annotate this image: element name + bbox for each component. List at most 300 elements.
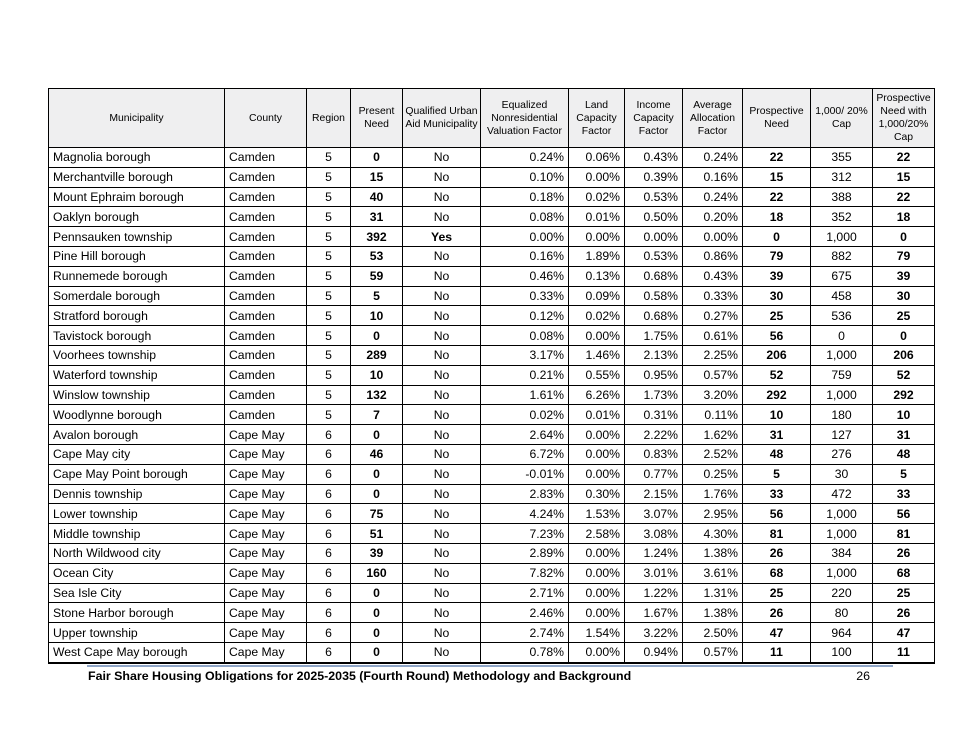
table-cell: 3.20%: [683, 385, 743, 405]
table-row: [49, 444, 935, 464]
table-cell: 458: [811, 286, 873, 306]
table-cell: 2.64%: [481, 425, 569, 445]
table-cell: Tavistock borough: [49, 326, 225, 346]
table-cell: 0.86%: [683, 246, 743, 266]
table-row: [49, 563, 935, 583]
table-cell: 4.24%: [481, 504, 569, 524]
table-row: [49, 583, 935, 603]
table-cell: Merchantville borough: [49, 167, 225, 187]
table-cell: 0.31%: [625, 405, 683, 425]
table-cell: 6: [307, 583, 351, 603]
table-row: [49, 504, 935, 524]
table-cell: 11: [743, 642, 811, 662]
table-cell: 0.53%: [625, 187, 683, 207]
table-cell: 26: [743, 603, 811, 623]
table-cell: 3.22%: [625, 623, 683, 643]
table-cell: No: [403, 246, 481, 266]
table-cell: 3.07%: [625, 504, 683, 524]
table-cell: 1.76%: [683, 484, 743, 504]
table-cell: 0.16%: [481, 246, 569, 266]
table-cell: 0: [811, 326, 873, 346]
table-cell: 52: [743, 365, 811, 385]
column-header: Qualified Urban Aid Municipality: [403, 89, 481, 148]
table-cell: 0.06%: [569, 148, 625, 168]
table-cell: 56: [743, 326, 811, 346]
table-cell: 1,000: [811, 504, 873, 524]
table-cell: 6: [307, 464, 351, 484]
table-cell: Camden: [225, 148, 307, 168]
table-cell: 1,000: [811, 345, 873, 365]
table-cell: 6: [307, 642, 351, 662]
table-cell: 1.38%: [683, 543, 743, 563]
column-header: Region: [307, 89, 351, 148]
table-cell: 0.53%: [625, 246, 683, 266]
table-cell: 0.00%: [569, 603, 625, 623]
table-cell: No: [403, 167, 481, 187]
table-cell: No: [403, 484, 481, 504]
table-cell: 0.25%: [683, 464, 743, 484]
table-cell: 6: [307, 623, 351, 643]
table-cell: Cape May: [225, 524, 307, 544]
table-cell: 2.83%: [481, 484, 569, 504]
table-cell: 26: [873, 543, 935, 563]
table-cell: 5: [307, 306, 351, 326]
table-cell: 0.50%: [625, 207, 683, 227]
table-cell: 10: [873, 405, 935, 425]
table-cell: Cape May: [225, 464, 307, 484]
table-cell: 0.18%: [481, 187, 569, 207]
table-cell: 0: [351, 642, 403, 662]
column-header: Average Allocation Factor: [683, 89, 743, 148]
table-cell: 0.39%: [625, 167, 683, 187]
table-cell: 1.67%: [625, 603, 683, 623]
table-cell: 292: [743, 385, 811, 405]
table-cell: 289: [351, 345, 403, 365]
table-cell: 388: [811, 187, 873, 207]
table-cell: 1.22%: [625, 583, 683, 603]
table-row: [49, 405, 935, 425]
table-cell: 675: [811, 266, 873, 286]
table-cell: No: [403, 187, 481, 207]
table-cell: 79: [743, 246, 811, 266]
table-cell: 7: [351, 405, 403, 425]
table-cell: 0: [351, 425, 403, 445]
table-cell: 5: [307, 148, 351, 168]
table-cell: 56: [873, 504, 935, 524]
table-cell: 0.46%: [481, 266, 569, 286]
table-cell: Cape May: [225, 444, 307, 464]
table-cell: Oaklyn borough: [49, 207, 225, 227]
table-cell: 2.52%: [683, 444, 743, 464]
table-cell: 81: [743, 524, 811, 544]
table-cell: 0.01%: [569, 405, 625, 425]
table-cell: 355: [811, 148, 873, 168]
table-cell: 15: [351, 167, 403, 187]
column-header: 1,000/ 20% Cap: [811, 89, 873, 148]
table-cell: No: [403, 207, 481, 227]
table-cell: 0.13%: [569, 266, 625, 286]
table-cell: 79: [873, 246, 935, 266]
table-cell: 22: [873, 148, 935, 168]
table-row: [49, 484, 935, 504]
table-cell: 2.89%: [481, 543, 569, 563]
table-cell: 0: [351, 326, 403, 346]
table-cell: Cape May: [225, 583, 307, 603]
table-cell: 0: [873, 326, 935, 346]
table-cell: 0.16%: [683, 167, 743, 187]
column-header: Prospective Need: [743, 89, 811, 148]
table-cell: 48: [743, 444, 811, 464]
table-cell: 6.26%: [569, 385, 625, 405]
table-cell: Sea Isle City: [49, 583, 225, 603]
table-cell: 0: [351, 603, 403, 623]
table-cell: 5: [307, 345, 351, 365]
table-cell: 0.58%: [625, 286, 683, 306]
table-row: [49, 365, 935, 385]
column-header: Land Capacity Factor: [569, 89, 625, 148]
table-cell: No: [403, 623, 481, 643]
table-cell: 312: [811, 167, 873, 187]
table-cell: Yes: [403, 227, 481, 247]
table-cell: Cape May: [225, 603, 307, 623]
table-cell: Camden: [225, 167, 307, 187]
table-cell: 25: [743, 306, 811, 326]
table-cell: 6: [307, 484, 351, 504]
table-cell: Ocean City: [49, 563, 225, 583]
table-cell: 0.55%: [569, 365, 625, 385]
table-cell: 2.95%: [683, 504, 743, 524]
table-cell: 292: [873, 385, 935, 405]
table-cell: Cape May: [225, 504, 307, 524]
table-cell: Camden: [225, 207, 307, 227]
table-cell: 25: [743, 583, 811, 603]
table-cell: 53: [351, 246, 403, 266]
table-cell: 51: [351, 524, 403, 544]
page-number: 26: [856, 669, 870, 683]
table-cell: 1.53%: [569, 504, 625, 524]
table-cell: No: [403, 286, 481, 306]
table-cell: 0.10%: [481, 167, 569, 187]
footer-title: Fair Share Housing Obligations for 2025-2035 (Fourth Round) Methodology and Background: [88, 669, 632, 683]
table-cell: 0.24%: [683, 148, 743, 168]
table-cell: 0.12%: [481, 306, 569, 326]
column-header: Municipality: [49, 89, 225, 148]
table-cell: 5: [307, 286, 351, 306]
table-cell: 22: [743, 187, 811, 207]
table-cell: 0.43%: [683, 266, 743, 286]
table-row: [49, 425, 935, 445]
table-cell: 5: [307, 246, 351, 266]
table-cell: 5: [307, 227, 351, 247]
table-cell: 0.00%: [569, 326, 625, 346]
table-cell: 0.00%: [569, 167, 625, 187]
table-cell: 0: [351, 583, 403, 603]
table-cell: 31: [743, 425, 811, 445]
table-cell: 33: [873, 484, 935, 504]
table-cell: 33: [743, 484, 811, 504]
table-row: [49, 266, 935, 286]
table-row: [49, 306, 935, 326]
table-cell: Waterford township: [49, 365, 225, 385]
table-cell: 0: [351, 623, 403, 643]
table-cell: 40: [351, 187, 403, 207]
table-cell: 0.24%: [481, 148, 569, 168]
table-cell: 0.33%: [683, 286, 743, 306]
table-cell: 80: [811, 603, 873, 623]
table-cell: 6: [307, 603, 351, 623]
table-cell: 206: [743, 345, 811, 365]
table-cell: 0.00%: [569, 543, 625, 563]
table-cell: 1.61%: [481, 385, 569, 405]
table-cell: -0.01%: [481, 464, 569, 484]
table-cell: 1.31%: [683, 583, 743, 603]
table-cell: Camden: [225, 266, 307, 286]
table-cell: 0.24%: [683, 187, 743, 207]
table-cell: 206: [873, 345, 935, 365]
table-cell: No: [403, 326, 481, 346]
table-cell: 0.21%: [481, 365, 569, 385]
table-cell: 0.33%: [481, 286, 569, 306]
table-cell: 1,000: [811, 227, 873, 247]
table-cell: Cape May: [225, 425, 307, 445]
table-cell: 47: [743, 623, 811, 643]
table-cell: 882: [811, 246, 873, 266]
table-cell: 6.72%: [481, 444, 569, 464]
table-cell: 220: [811, 583, 873, 603]
column-header: County: [225, 89, 307, 148]
table-cell: No: [403, 306, 481, 326]
table-cell: Middle township: [49, 524, 225, 544]
table-cell: Camden: [225, 286, 307, 306]
table-cell: 0.27%: [683, 306, 743, 326]
table-cell: Cape May: [225, 543, 307, 563]
table-cell: 30: [743, 286, 811, 306]
table-cell: Stone Harbor borough: [49, 603, 225, 623]
table-cell: North Wildwood city: [49, 543, 225, 563]
table-cell: No: [403, 583, 481, 603]
table-cell: 31: [873, 425, 935, 445]
table-cell: 1.73%: [625, 385, 683, 405]
table-cell: 0.00%: [683, 227, 743, 247]
table-cell: 25: [873, 583, 935, 603]
table-row: [49, 227, 935, 247]
table-cell: 132: [351, 385, 403, 405]
table-cell: 75: [351, 504, 403, 524]
table-cell: 536: [811, 306, 873, 326]
table-cell: 5: [307, 326, 351, 346]
table-cell: No: [403, 642, 481, 662]
table-cell: No: [403, 464, 481, 484]
table-cell: Woodlynne borough: [49, 405, 225, 425]
table-cell: 0.00%: [569, 464, 625, 484]
table-cell: Cape May: [225, 623, 307, 643]
table-cell: 10: [743, 405, 811, 425]
table-cell: 0.02%: [569, 306, 625, 326]
table-cell: 22: [743, 148, 811, 168]
table-cell: 68: [743, 563, 811, 583]
table-cell: 2.74%: [481, 623, 569, 643]
table-cell: 0.09%: [569, 286, 625, 306]
column-header: Present Need: [351, 89, 403, 148]
table-row: [49, 246, 935, 266]
table-cell: 0.95%: [625, 365, 683, 385]
table-cell: 10: [351, 365, 403, 385]
table-cell: 5: [307, 405, 351, 425]
table-cell: 59: [351, 266, 403, 286]
table-row: [49, 167, 935, 187]
table-row: [49, 345, 935, 365]
table-cell: Camden: [225, 187, 307, 207]
table-cell: 11: [873, 642, 935, 662]
table-cell: 15: [873, 167, 935, 187]
table-cell: 2.15%: [625, 484, 683, 504]
table-cell: 5: [873, 464, 935, 484]
table-cell: 6: [307, 524, 351, 544]
table-cell: 2.13%: [625, 345, 683, 365]
table-cell: No: [403, 148, 481, 168]
table-cell: No: [403, 365, 481, 385]
table-cell: 30: [811, 464, 873, 484]
table-cell: 0.02%: [481, 405, 569, 425]
table-cell: 5: [307, 167, 351, 187]
table-cell: Voorhees township: [49, 345, 225, 365]
table-cell: 0: [351, 464, 403, 484]
table-cell: Avalon borough: [49, 425, 225, 445]
table-cell: 10: [351, 306, 403, 326]
table-cell: Mount Ephraim borough: [49, 187, 225, 207]
table-cell: Camden: [225, 227, 307, 247]
table-cell: 47: [873, 623, 935, 643]
table-cell: Stratford borough: [49, 306, 225, 326]
table-cell: 1.38%: [683, 603, 743, 623]
table-cell: 0.02%: [569, 187, 625, 207]
table-cell: No: [403, 385, 481, 405]
table-cell: 1,000: [811, 563, 873, 583]
column-header: Income Capacity Factor: [625, 89, 683, 148]
table-cell: No: [403, 603, 481, 623]
table-cell: 39: [873, 266, 935, 286]
table-cell: No: [403, 405, 481, 425]
table-cell: 160: [351, 563, 403, 583]
table-cell: 0.00%: [569, 642, 625, 662]
table-cell: 2.25%: [683, 345, 743, 365]
table-row: [49, 603, 935, 623]
table-cell: 0.08%: [481, 207, 569, 227]
table-cell: 1.46%: [569, 345, 625, 365]
table-header-row: [49, 89, 935, 148]
table-cell: 15: [743, 167, 811, 187]
column-header: Equalized Nonresidential Valuation Factor: [481, 89, 569, 148]
table-cell: 0.68%: [625, 306, 683, 326]
table-row: [49, 623, 935, 643]
table-cell: Cape May: [225, 642, 307, 662]
table-cell: 5: [307, 365, 351, 385]
table-cell: 0.57%: [683, 365, 743, 385]
table-cell: 5: [743, 464, 811, 484]
table-cell: Camden: [225, 345, 307, 365]
table-cell: 18: [743, 207, 811, 227]
table-cell: 1.54%: [569, 623, 625, 643]
table-cell: 0.43%: [625, 148, 683, 168]
table-cell: Somerdale borough: [49, 286, 225, 306]
table-cell: 0.68%: [625, 266, 683, 286]
table-row: [49, 524, 935, 544]
table-cell: 0.00%: [481, 227, 569, 247]
table-body: [49, 148, 935, 663]
table-cell: 964: [811, 623, 873, 643]
table-cell: 0.61%: [683, 326, 743, 346]
table-cell: 39: [351, 543, 403, 563]
table-cell: No: [403, 524, 481, 544]
table-cell: 0.94%: [625, 642, 683, 662]
table-cell: 0.78%: [481, 642, 569, 662]
table-cell: No: [403, 504, 481, 524]
table-cell: 31: [351, 207, 403, 227]
table-cell: Camden: [225, 326, 307, 346]
table-cell: 5: [307, 187, 351, 207]
table-cell: 6: [307, 563, 351, 583]
table-cell: Cape May Point borough: [49, 464, 225, 484]
table-cell: 0.30%: [569, 484, 625, 504]
table-cell: 7.23%: [481, 524, 569, 544]
table-cell: 2.71%: [481, 583, 569, 603]
table-cell: 1.62%: [683, 425, 743, 445]
table-cell: 0.00%: [569, 583, 625, 603]
table-cell: 25: [873, 306, 935, 326]
column-header: Prospective Need with 1,000/20% Cap: [873, 89, 935, 148]
table-cell: 7.82%: [481, 563, 569, 583]
table-cell: Cape May city: [49, 444, 225, 464]
table-row: [49, 286, 935, 306]
table-cell: 5: [307, 385, 351, 405]
table-cell: Upper township: [49, 623, 225, 643]
table-cell: 3.17%: [481, 345, 569, 365]
table-cell: 0.00%: [569, 227, 625, 247]
table-cell: 1.75%: [625, 326, 683, 346]
table-cell: Pennsauken township: [49, 227, 225, 247]
table-row: [49, 187, 935, 207]
table-cell: 48: [873, 444, 935, 464]
table-cell: 56: [743, 504, 811, 524]
table-cell: Winslow township: [49, 385, 225, 405]
table-cell: 472: [811, 484, 873, 504]
table-cell: Magnolia borough: [49, 148, 225, 168]
table-cell: 3.01%: [625, 563, 683, 583]
housing-obligations-table: [48, 88, 935, 664]
table-cell: 1,000: [811, 385, 873, 405]
table-cell: 1,000: [811, 524, 873, 544]
table-cell: 0.57%: [683, 642, 743, 662]
table-row: [49, 207, 935, 227]
table-cell: 759: [811, 365, 873, 385]
table-cell: 5: [307, 266, 351, 286]
table-cell: Camden: [225, 306, 307, 326]
table-cell: 52: [873, 365, 935, 385]
table-cell: 6: [307, 425, 351, 445]
table-cell: No: [403, 563, 481, 583]
table-row: [49, 148, 935, 168]
table-cell: 0.08%: [481, 326, 569, 346]
table-cell: 0.00%: [625, 227, 683, 247]
table-cell: 4.30%: [683, 524, 743, 544]
table-row: [49, 385, 935, 405]
table-cell: 0.20%: [683, 207, 743, 227]
table-cell: 0.77%: [625, 464, 683, 484]
table-cell: West Cape May borough: [49, 642, 225, 662]
table-cell: 0: [873, 227, 935, 247]
table-cell: No: [403, 543, 481, 563]
table-cell: Pine Hill borough: [49, 246, 225, 266]
